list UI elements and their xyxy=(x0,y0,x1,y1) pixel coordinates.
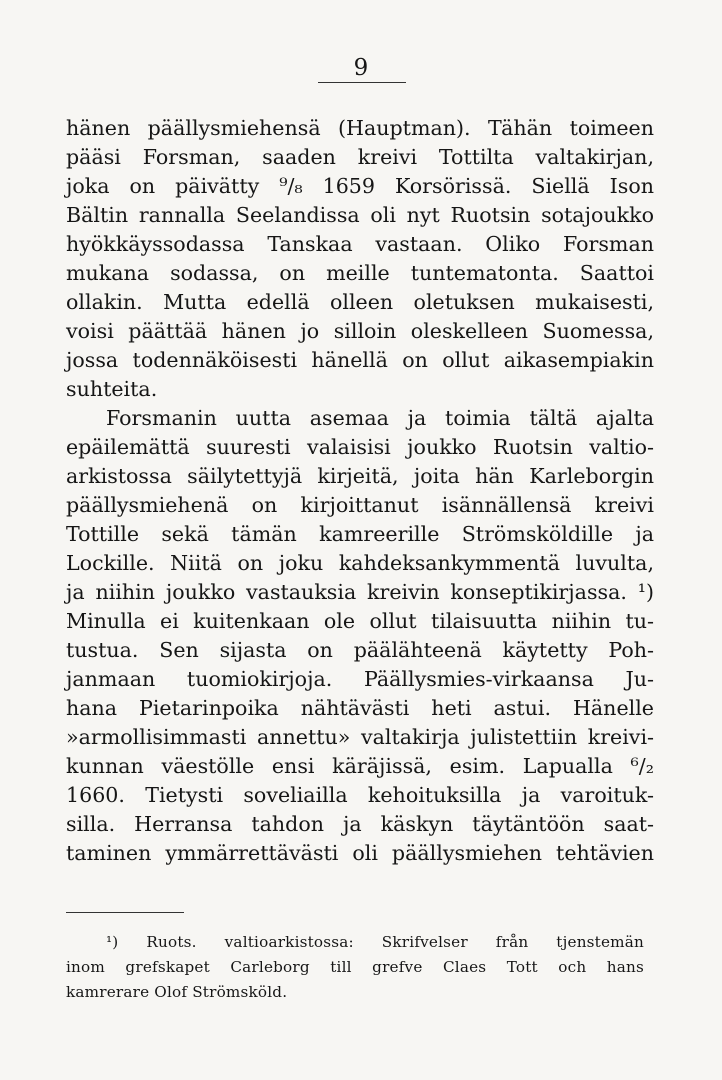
body-line: voisi päättää hänen jo silloin oleskelleen Suomessa, xyxy=(66,319,654,343)
body-line: päällysmiehenä on kirjoittanut isännällensä kreivi xyxy=(66,493,654,517)
body-line: janmaan tuomiokirjoja. Päällysmies-virkaansa Ju- xyxy=(66,667,654,691)
body-text xyxy=(66,114,654,868)
body-line: 1660. Tietysti soveliailla kehoituksilla ja varoituk- xyxy=(66,783,654,807)
body-line: ja niihin joukko vastauksia kreivin konseptikirjassa. ¹) xyxy=(66,580,654,604)
footnote-rule xyxy=(66,912,184,913)
body-line: mukana sodassa, on meille tuntematonta. Saattoi xyxy=(66,261,654,285)
header-rule xyxy=(318,82,406,83)
body-line: Bältin rannalla Seelandissa oli nyt Ruotsin sotajoukko xyxy=(66,203,654,227)
body-line: ollakin. Mutta edellä olleen oletuksen mukaisesti, xyxy=(66,290,654,314)
body-line: jossa todennäköisesti hänellä on ollut aikasempiakin xyxy=(66,348,654,372)
body-line: tustua. Sen sijasta on päälähteenä käytetty Poh- xyxy=(66,638,654,662)
body-line: arkistossa säilytettyjä kirjeitä, joita hän Karleborgin xyxy=(66,464,654,488)
body-line: hana Pietarinpoika nähtävästi heti astui. Hänelle xyxy=(66,696,654,720)
body-line: Forsmanin uutta asemaa ja toimia tältä ajalta xyxy=(106,406,654,430)
body-line: epäilemättä suuresti valaisisi joukko Ruotsin valtio- xyxy=(66,435,654,459)
footnote-line: ¹) Ruots. valtioarkistossa: Skrifvelser från tjenstemän xyxy=(106,933,644,951)
body-line: suhteita. xyxy=(66,377,158,401)
body-line: joka on päivätty ⁹/₈ 1659 Korsörissä. Siellä Ison xyxy=(66,174,654,198)
body-line: Minulla ei kuitenkaan ole ollut tilaisuutta niihin tu- xyxy=(66,609,654,633)
body-line: hyökkäyssodassa Tanskaa vastaan. Oliko Forsman xyxy=(66,232,654,256)
body-line: silla. Herransa tahdon ja käskyn täytäntöön saat- xyxy=(66,812,654,836)
body-line: hänen päällysmiehensä (Hauptman). Tähän toimeen xyxy=(66,116,654,140)
body-line: Lockille. Niitä on joku kahdeksankymmentä luvulta, xyxy=(66,551,654,575)
footnote-line: inom grefskapet Carleborg till grefve Claes Tott och hans xyxy=(66,958,644,976)
page-number: 9 xyxy=(353,55,369,81)
footnote-line: kamrerare Olof Strömsköld. xyxy=(66,983,288,1001)
body-line: taminen ymmärrettävästi oli päällysmiehen tehtävien xyxy=(66,841,654,865)
body-line: Tottille sekä tämän kamreerille Strömsköldille ja xyxy=(66,522,654,546)
body-line: pääsi Forsman, saaden kreivi Tottilta valtakirjan, xyxy=(66,145,654,169)
body-line: kunnan väestölle ensi käräjissä, esim. Lapualla ⁶/₂ xyxy=(66,754,654,778)
footnotes xyxy=(66,930,644,1005)
body-line: »armollisimmasti annettu» valtakirja julistettiin kreivi- xyxy=(66,725,654,749)
